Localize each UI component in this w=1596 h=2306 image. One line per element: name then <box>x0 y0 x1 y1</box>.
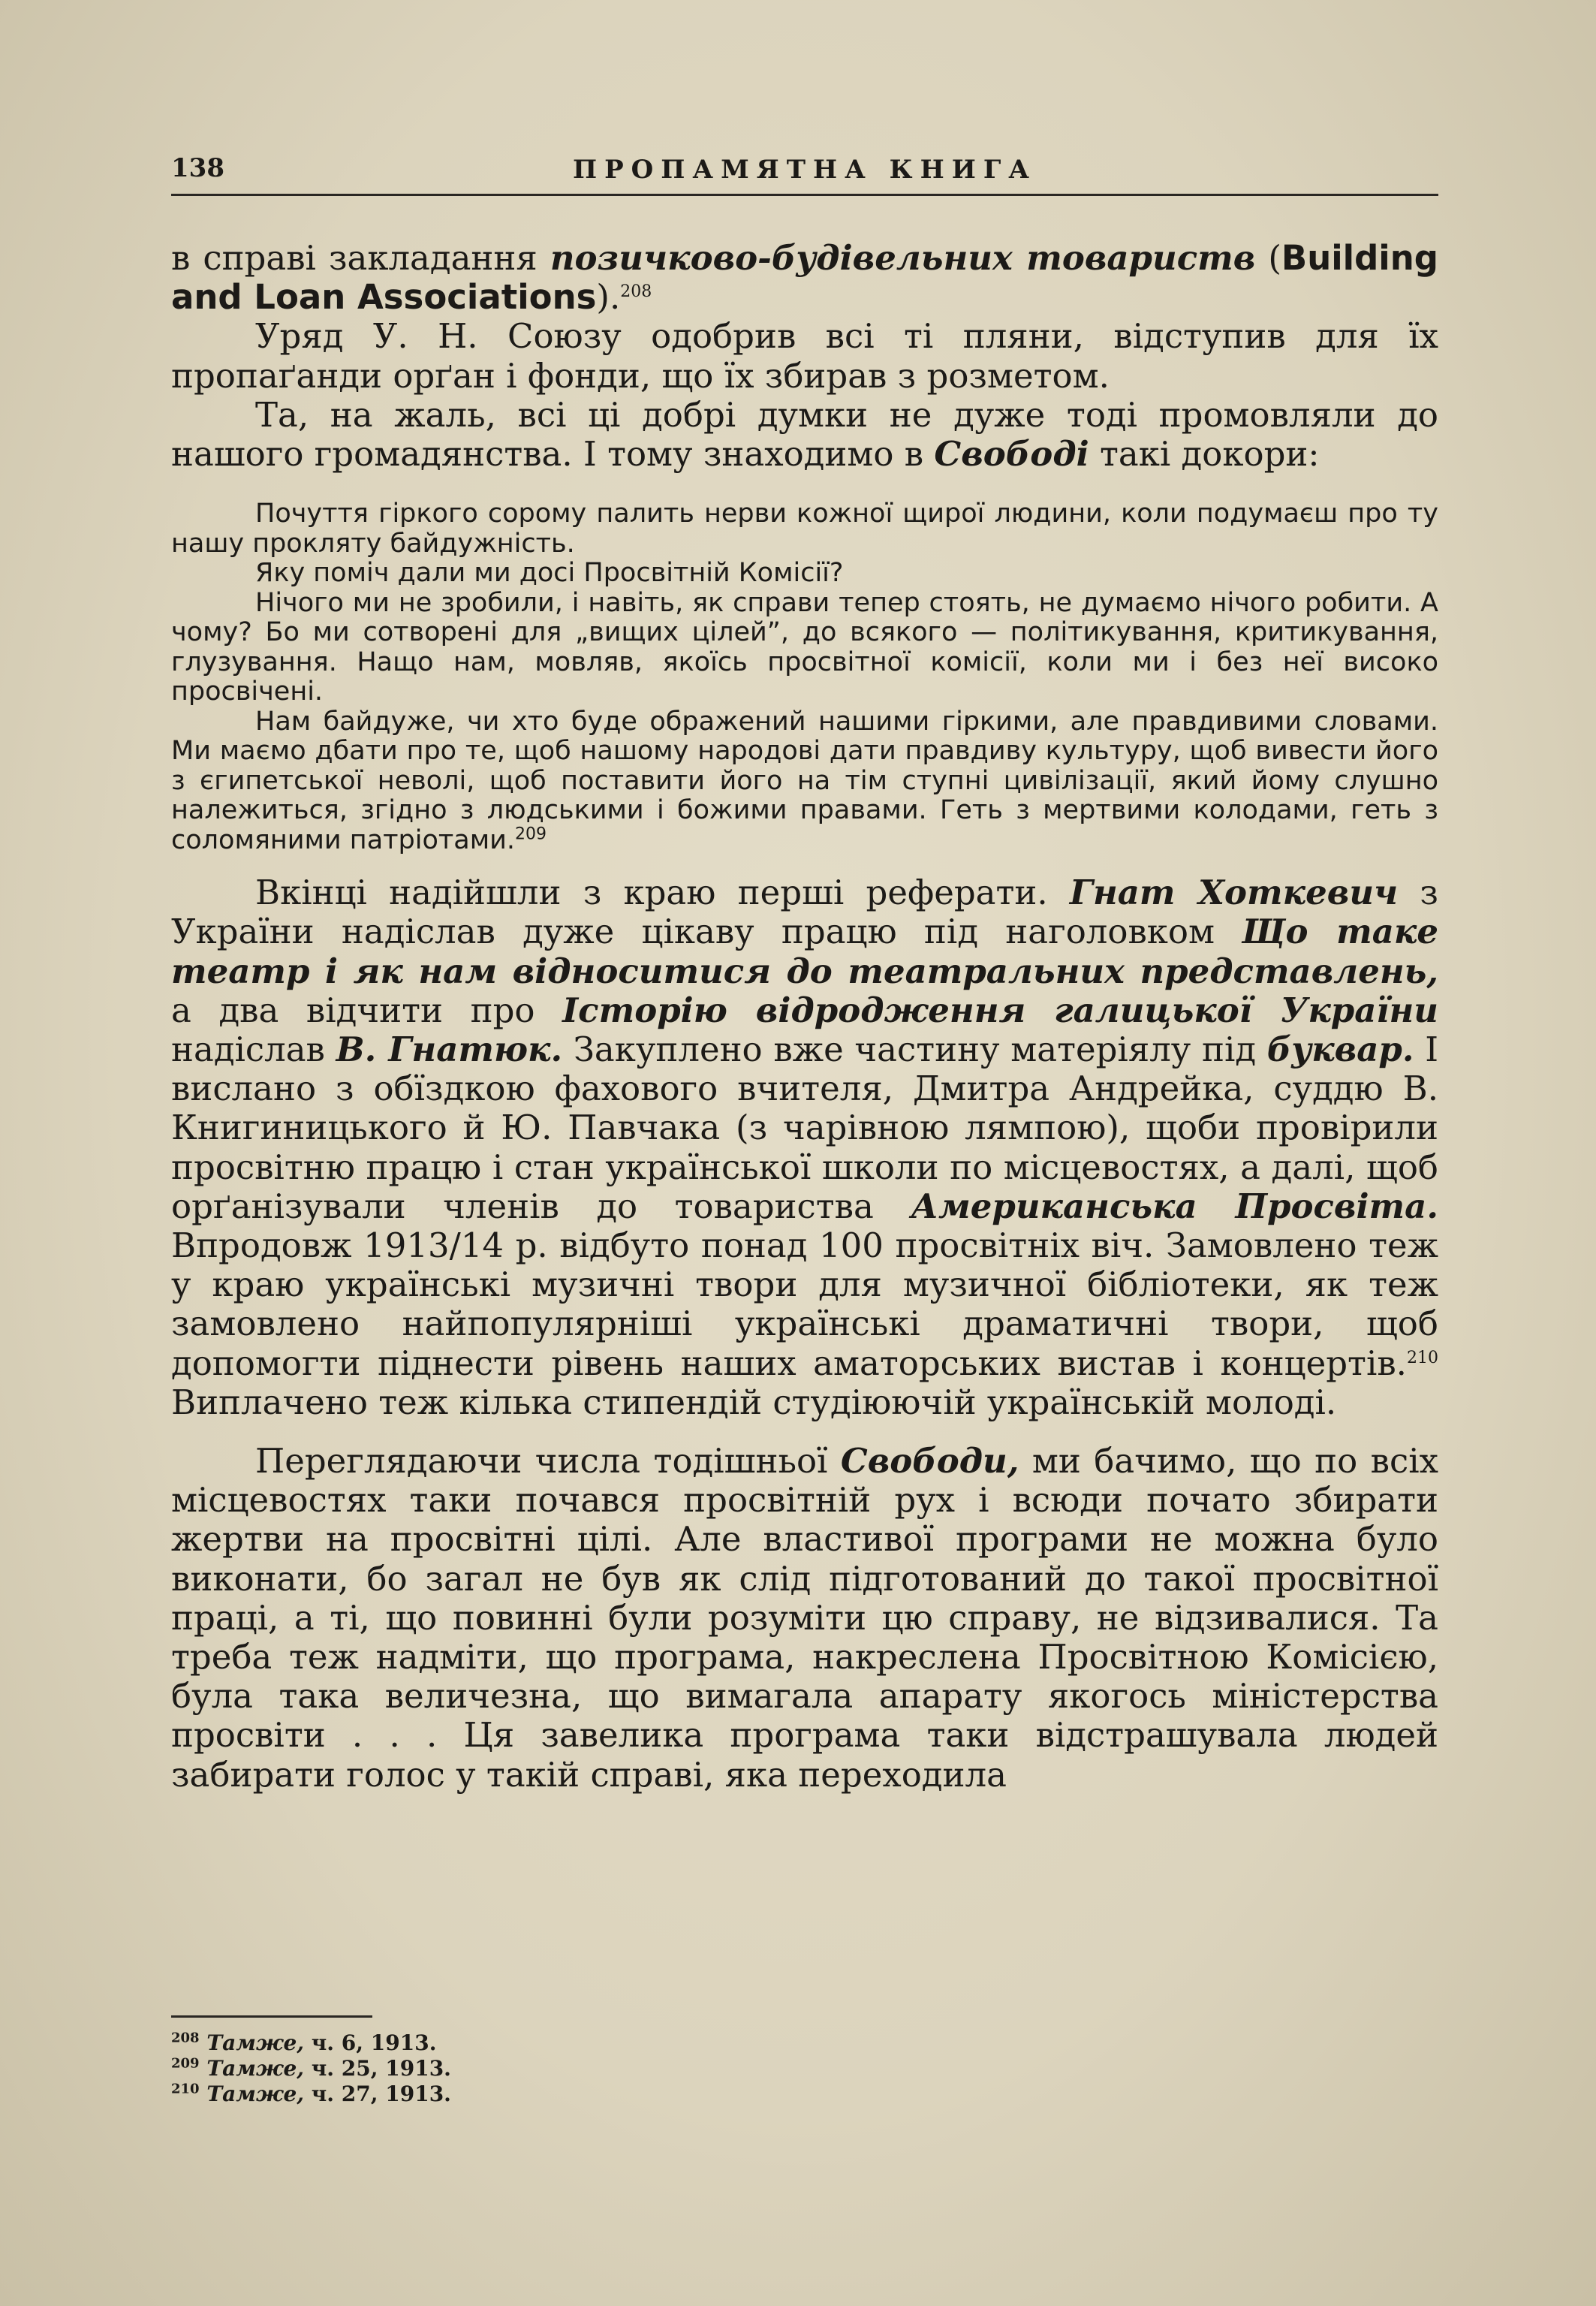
text-run: Нам байдуже, чи хто буде ображений нашими гіркими, але правдивими словами. Ми маємо дбати про те, щоб нашому народові дати правдиву культуру, щоб вивести його з єгипетської неволі, щоб поставити його на тім ступні цивілізації, який йому слушно належиться, згідно з людськими і божими правами. Геть з мертвими колодами, геть з соломяними патріотами. <box>171 706 1438 855</box>
footnote-number: 210 <box>171 2081 200 2097</box>
text-run: Та, на жаль, всі ці добрі думки не дуже тоді промовляли до нашого громадянства. І тому знаходимо в <box>171 394 1438 475</box>
page-number: 138 <box>171 153 224 183</box>
footnote-divider <box>171 2015 372 2018</box>
author-name: В. Гнатюк. <box>336 1029 563 1070</box>
footnote <box>171 2030 772 2056</box>
footnote-ref: 210 <box>1407 1348 1438 1367</box>
text-run: І вислано з обїздкою фахового вчителя, Дмитра Андрейка, суддю В. Книгиницького й Ю. Павчака (з чарівною лямпою), щоби провірили просвітню працю і стан української школи по місцевостях, а далі, щоб орґанізували членів до товариства <box>171 1029 1438 1226</box>
text-run: Закуплено вже частину матеріялу під <box>562 1029 1267 1070</box>
text-run: Уряд У. Н. Союзу одобрив всі ті пляни, відступив для їх пропаґанди орґан і фонди, що їх збирав з розметом. <box>171 316 1438 396</box>
footnote-reference: ч. 25, 1913. <box>311 2056 451 2081</box>
text-run: Вкінці надійшли з краю перші реферати. <box>255 873 1070 913</box>
work-title: Що таке театр і як нам відноситися до театральних представлень, <box>171 912 1438 991</box>
footnote-number: 208 <box>171 2030 200 2046</box>
paragraph-1 <box>171 239 1438 317</box>
newspaper-title: Свободи, <box>840 1441 1019 1482</box>
footnote <box>171 2081 772 2107</box>
text-run: ). <box>596 277 621 318</box>
quote-paragraph-3: Нічого ми не зробили, і навіть, як справи тепер стоять, не думаємо нічого робити. А чому? Бо ми сотворені для „вищих цілей”, до всякого — політикування, критикування, глузування. Нащо нам, мовляв, якоїсь просвітної комісії, коли ми і без неї високо просвічені. <box>171 587 1438 707</box>
footnote-ref: 209 <box>515 824 547 844</box>
text-run: Впродовж 1913/14 р. відбуто понад 100 просвітніх віч. Замовлено теж у краю українські музичні твори для музичної бібліотеки, як теж замовлено найпопулярніші українські драматичні твори, щоб допомогти піднести рівень наших аматорських вистав і концертів. <box>171 1225 1438 1383</box>
work-title: Історію відродження галицької України <box>562 990 1439 1030</box>
footnote-source: Тамже, <box>206 2030 305 2055</box>
footnote <box>171 2056 772 2081</box>
running-title: ПРОПАМЯТНА КНИГА <box>572 155 1037 185</box>
quote-paragraph-1: Почуття гіркого сорому палить нерви кожної щирої людини, коли подумаєш про ту нашу прокляту байдужність. <box>171 499 1438 559</box>
society-name: Американська Просвіта. <box>911 1186 1438 1226</box>
italic-term: буквар. <box>1266 1029 1414 1070</box>
footnote-ref: 208 <box>620 282 652 302</box>
text-run: такі докори: <box>1089 434 1320 475</box>
footnote-source: Тамже, <box>206 2056 305 2081</box>
text-run: в справі закладання <box>171 238 550 278</box>
block-quote <box>171 499 1438 855</box>
text-run: Переглядаючи числа тодішньої <box>255 1441 841 1482</box>
paragraph-5 <box>171 1442 1438 1795</box>
quote-paragraph-4 <box>171 707 1438 856</box>
newspaper-title: Свободі <box>934 434 1089 475</box>
english-term: Building and Loan Associations <box>171 238 1438 318</box>
text-run: ( <box>1255 238 1281 278</box>
footnote-reference: ч. 6, 1913. <box>311 2030 437 2055</box>
footnotes <box>171 2030 772 2107</box>
text-run: надіслав <box>171 1029 336 1070</box>
main-text <box>171 239 1438 1795</box>
text-run: ми бачимо, що по всіх місцевостях таки почався просвітній рух і всюди почато збирати жертви на просвітні цілі. Але властивої програми не можна було виконати, бо загал не був як слід підготований до такої просвітної праці, а ті, що повинні були розуміти цю справу, не відзивалися. Та треба теж надміти, що програма, накреслена Просвітною Комісією, була така величезна, що вимагала апарату якогось міністерства просвіти . . . Ця завелика програма таки відстрашувала людей забирати голос у такій справі, яка переходила <box>171 1441 1438 1795</box>
text-run: Виплачено теж кілька стипендій студіюючій українській молоді. <box>171 1382 1337 1422</box>
paragraph-2 <box>171 317 1438 395</box>
paragraph-3 <box>171 396 1438 474</box>
italic-term: позичково-будівельних товариств <box>550 238 1256 278</box>
paragraph-4 <box>171 873 1438 1422</box>
footnote-number: 209 <box>171 2055 200 2072</box>
text-run: з України надіслав дуже цікаву працю під наголовком <box>171 873 1438 952</box>
author-name: Гнат Хоткевич <box>1069 873 1399 913</box>
text-run: а два відчити про <box>171 990 563 1030</box>
footnote-reference: ч. 27, 1913. <box>311 2081 451 2106</box>
page-header <box>171 149 1438 196</box>
quote-paragraph-2: Яку поміч дали ми досі Просвітній Комісії? <box>255 558 844 589</box>
footnote-source: Тамже, <box>206 2081 305 2106</box>
